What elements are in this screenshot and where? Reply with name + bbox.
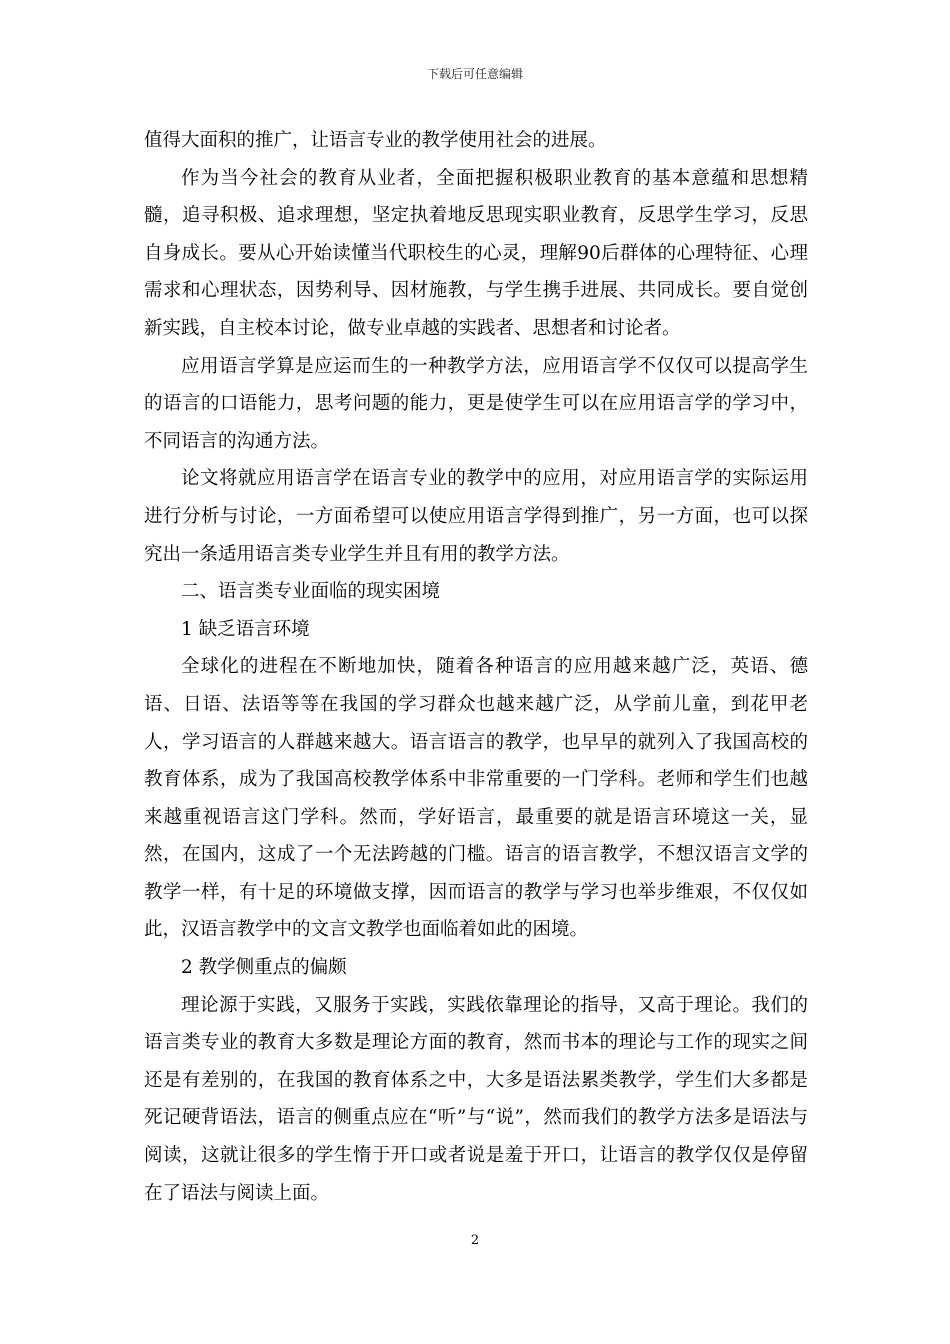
- document-body: [144, 122, 808, 1212]
- subsection-heading: 1 缺乏语言环境: [181, 618, 310, 640]
- paragraph: 值得大面积的推广，让语言专业的教学使用社会的进展。: [144, 130, 607, 151]
- section-heading: 二、语言类专业面临的现实困境: [181, 581, 441, 603]
- paragraph: 应用语言学算是应运而生的一种教学方法，应用语言学不仅仅可以提高学生的语言的口语能力，思考问题的能力，更是使学生可以在应用语言学的学习中，不同语言的沟通方法。: [144, 355, 808, 452]
- paragraph: 作为当今社会的教育从业者，全面把握积极职业教育的基本意蕴和思想精髓，追寻积极、追求理想，坚定执着地反思现实职业教育，反思学生学习，反思自身成长。要从心开始读懂当代职校生的心灵，理解90后群体的心理特征、心理需求和心理状态，因势利导、因材施教，与学生携手进展、共同成长。要自觉创新实践，自主校本讨论，做专业卓越的实践者、思想者和讨论者。: [144, 167, 808, 339]
- page-header: 下载后可任意编辑: [426, 67, 523, 81]
- subsection-heading: 2 教学侧重点的偏颇: [181, 957, 347, 979]
- paragraph: 理论源于实践，又服务于实践，实践依靠理论的指导，又高于理论。我们的语言类专业的教育大多数是理论方面的教育，然而书本的理论与工作的现实之间还是有差别的，在我国的教育体系之中，大多是语法累类教学，学生们大多都是死记硬背语法，语言的侧重点应在“听”与“说”，然而我们的教学方法多是语法与阅读，这就让很多的学生惰于开口或者说是羞于开口，让语言的教学仅仅是停留在了语法与阅读上面。: [144, 994, 808, 1204]
- page-number: 2: [470, 1233, 480, 1248]
- paragraph: 全球化的进程在不断地加快，随着各种语言的应用越来越广泛，英语、德语、日语、法语等等在我国的学习群众也越来越广泛，从学前儿童，到花甲老人，学习语言的人群越来越大。语言语言的教学，也早早的就列入了我国高校的教育体系，成为了我国高校教学体系中非常重要的一门学科。老师和学生们也越来越重视语言这门学科。然而，学好语言，最重要的就是语言环境这一关，显然，在国内，这成了一个无法跨越的门槛。语言的语言教学，不想汉语言文学的教学一样，有十足的环境做支撑，因而语言的教学与学习也举步维艰，不仅仅如此，汉语言教学中的文言文教学也面临着如此的困境。: [144, 656, 808, 941]
- paragraph: 论文将就应用语言学在语言专业的教学中的应用，对应用语言学的实际运用进行分析与讨论，一方面希望可以使应用语言学得到推广，另一方面，也可以探究出一条适用语言类专业学生并且有用的教学方法。: [144, 468, 808, 565]
